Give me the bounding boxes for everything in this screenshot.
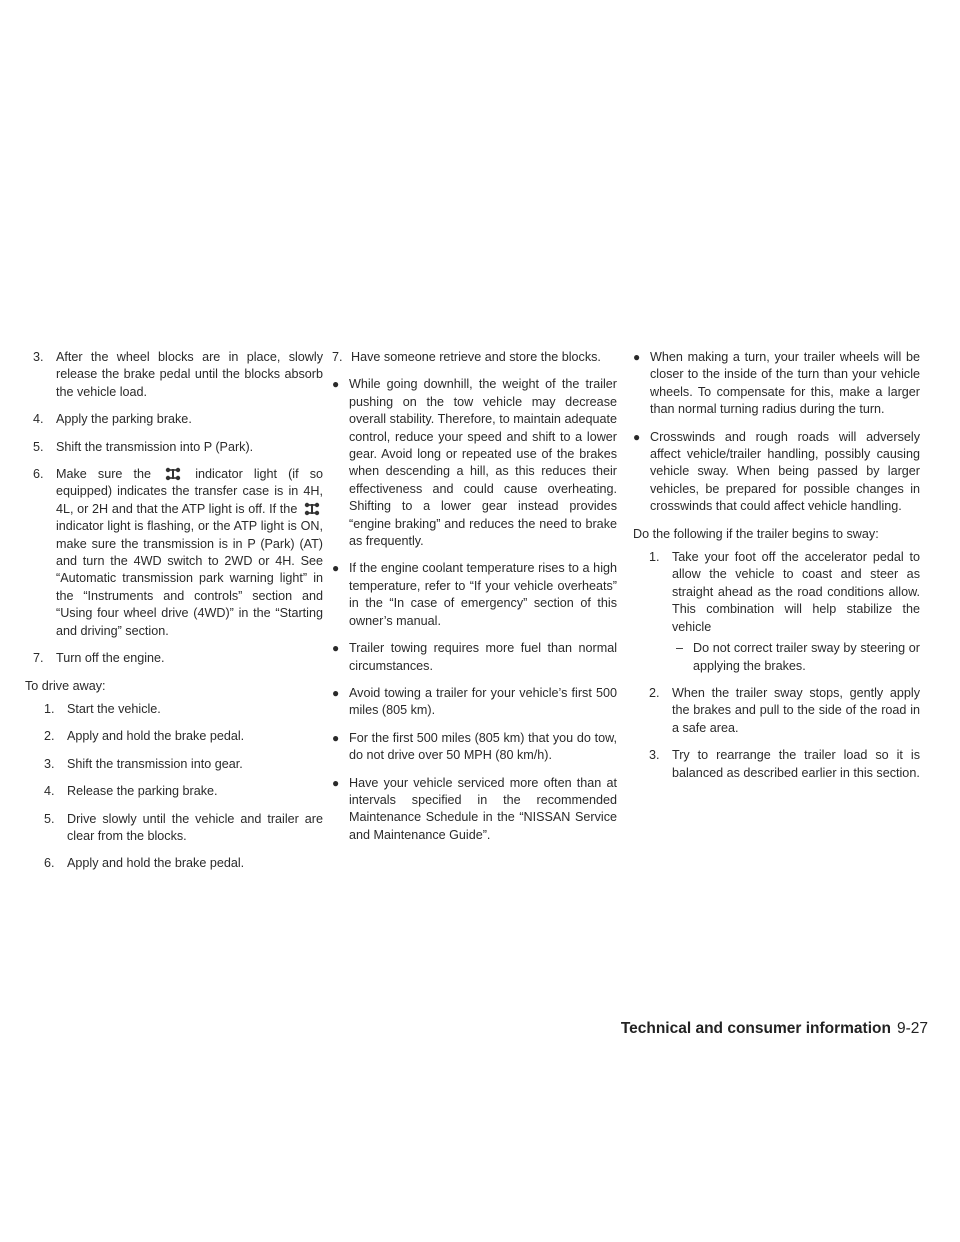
list-item [649, 685, 920, 737]
bullet-item [332, 685, 617, 720]
list-number: 6. [33, 467, 44, 482]
bullet-text: When making a turn, your trailer wheels will be closer to the inside of the turn than your vehicle wheels. To compensate for this, make a larger than normal turning radius during the turn. [650, 350, 920, 417]
list-number: 5. [44, 811, 55, 826]
list-item [33, 349, 323, 401]
bullet-icon: ● [332, 377, 340, 392]
list-item [44, 701, 323, 718]
list-text: When the trailer sway stops, gently apply the brakes and pull to the side of the road in a safe area. [672, 685, 920, 735]
list-item [44, 811, 323, 846]
sub-item [676, 640, 920, 675]
list-item [44, 783, 323, 800]
list-number: 3. [44, 756, 55, 771]
list-number: 4. [33, 412, 44, 427]
item6-part2: indicator light (if so equipped) indicates the transfer case is in 4H, 4L, or 2H and that the ATP light is off. If the [56, 467, 324, 516]
page-footer [621, 1020, 928, 1037]
list-text: Have someone retrieve and store the blocks. [351, 350, 601, 364]
list-item [649, 549, 920, 636]
list-text: Start the vehicle. [67, 701, 161, 716]
list-number: 3. [33, 350, 44, 364]
list-item [44, 855, 323, 872]
list-item [33, 466, 323, 640]
dash-marker: – [676, 641, 684, 656]
bullet-icon: ● [332, 561, 340, 576]
list-item [33, 650, 323, 667]
bullet-text: Avoid towing a trailer for your vehicle’s first 500 miles (805 km). [349, 685, 617, 718]
list-number: 7. [33, 651, 44, 666]
bullet-icon: ● [332, 730, 340, 745]
bullet-text: For the first 500 miles (805 km) that you do tow, do not drive over 50 MPH (80 km/h). [349, 730, 617, 763]
bullet-item [633, 429, 920, 516]
bullet-icon: ● [633, 429, 641, 444]
list-text: Apply the parking brake. [56, 412, 192, 427]
bullet-item [332, 640, 617, 675]
bullet-item [633, 349, 920, 419]
list-number: 1. [44, 701, 55, 716]
list-number: 2. [649, 685, 660, 700]
bullet-icon: ● [332, 641, 340, 656]
bullet-text: Have your vehicle serviced more often than at intervals specified in the recommended Maintenance Schedule in the “NISSAN Service and Maintenance Guide”. [349, 775, 617, 842]
bullet-item [332, 560, 617, 630]
list-text: Release the parking brake. [67, 784, 218, 799]
list-text: Drive slowly until the vehicle and trailer are clear from the blocks. [67, 811, 323, 843]
bullet-icon: ● [633, 350, 641, 364]
list-text: After the wheel blocks are in place, slowly release the brake pedal until the blocks absorb the vehicle load. [56, 350, 323, 399]
sway-heading: Do the following if the trailer begins to sway: [633, 526, 879, 541]
list-number: 3. [649, 748, 660, 763]
list-text: Turn off the engine. [56, 651, 165, 666]
page-number: 9-27 [896, 1020, 928, 1037]
list-item [332, 349, 617, 366]
column-3 [633, 349, 920, 792]
list-item [44, 728, 323, 745]
list-text: Apply and hold the brake pedal. [67, 856, 245, 871]
drive-away-heading: To drive away: [25, 678, 106, 693]
list-number: 1. [649, 550, 660, 565]
column-1 [25, 349, 323, 883]
bullet-item [332, 376, 617, 550]
list-text: Apply and hold the brake pedal. [67, 729, 245, 744]
list-text: Try to rearrange the trailer load so it is balanced as described earlier in this section. [672, 748, 920, 780]
4wd-indicator-icon [164, 467, 182, 481]
column-2 [332, 349, 617, 854]
bullet-text: Trailer towing requires more fuel than normal circumstances. [349, 641, 617, 673]
bullet-icon: ● [332, 685, 340, 700]
list-item [33, 439, 323, 456]
bullet-text: If the engine coolant temperature rises to a high temperature, refer to “If your vehicle overheats” in the “In case of emergency” section of this owner’s manual. [349, 561, 617, 628]
list-item [44, 756, 323, 773]
footer-section-title: Technical and consumer information [620, 1020, 891, 1037]
bullet-item [332, 775, 617, 845]
bullet-item [332, 730, 617, 765]
list-item [649, 747, 920, 782]
bullet-text: While going downhill, the weight of the trailer pushing on the tow vehicle may decrease overall stability. Therefore, to maintain adequate control, reduce your speed and shift to a lower gear. Avoid long or repeated use of the brakes when descending a hill, as this reduces their effectiveness and could cause overheating. Shifting to a lower gear instead provides “engine braking” and reduces the need to brake as frequently. [349, 377, 617, 549]
list-number: 6. [44, 856, 55, 871]
bullet-icon: ● [332, 775, 340, 790]
list-number: 5. [33, 439, 44, 454]
item6-part1: Make sure the [56, 467, 151, 482]
list-number: 7. [332, 350, 343, 364]
list-number: 2. [44, 729, 55, 744]
list-number: 4. [44, 784, 55, 799]
bullet-text: Crosswinds and rough roads will adversely affect vehicle/trailer handling, possibly causing vehicle sway. When being passed by larger vehicles, be prepared for possible changes in crosswinds that could affect vehicle handling. [650, 429, 920, 514]
item6-part3: indicator light is flashing, or the ATP light is ON, make sure the transmission is in P (Park) (AT) and turn the 4WD switch to 2WD or 4H. See “Automatic transmission park warning light” in the “Instruments and controls” section and “Using four wheel drive (4WD)” in the “Starting and driving” section. [56, 519, 323, 638]
list-text: Shift the transmission into P (Park). [56, 439, 254, 454]
4wd-indicator-icon [303, 502, 321, 516]
list-item [33, 411, 323, 428]
list-text [56, 466, 323, 640]
sub-item-text: Do not correct trailer sway by steering or applying the brakes. [693, 641, 920, 673]
list-text: Take your foot off the accelerator pedal to allow the vehicle to coast and steer as straight ahead as the road conditions allow. This combination will help stabilize the vehicle [672, 550, 920, 634]
list-text: Shift the transmission into gear. [67, 756, 243, 771]
